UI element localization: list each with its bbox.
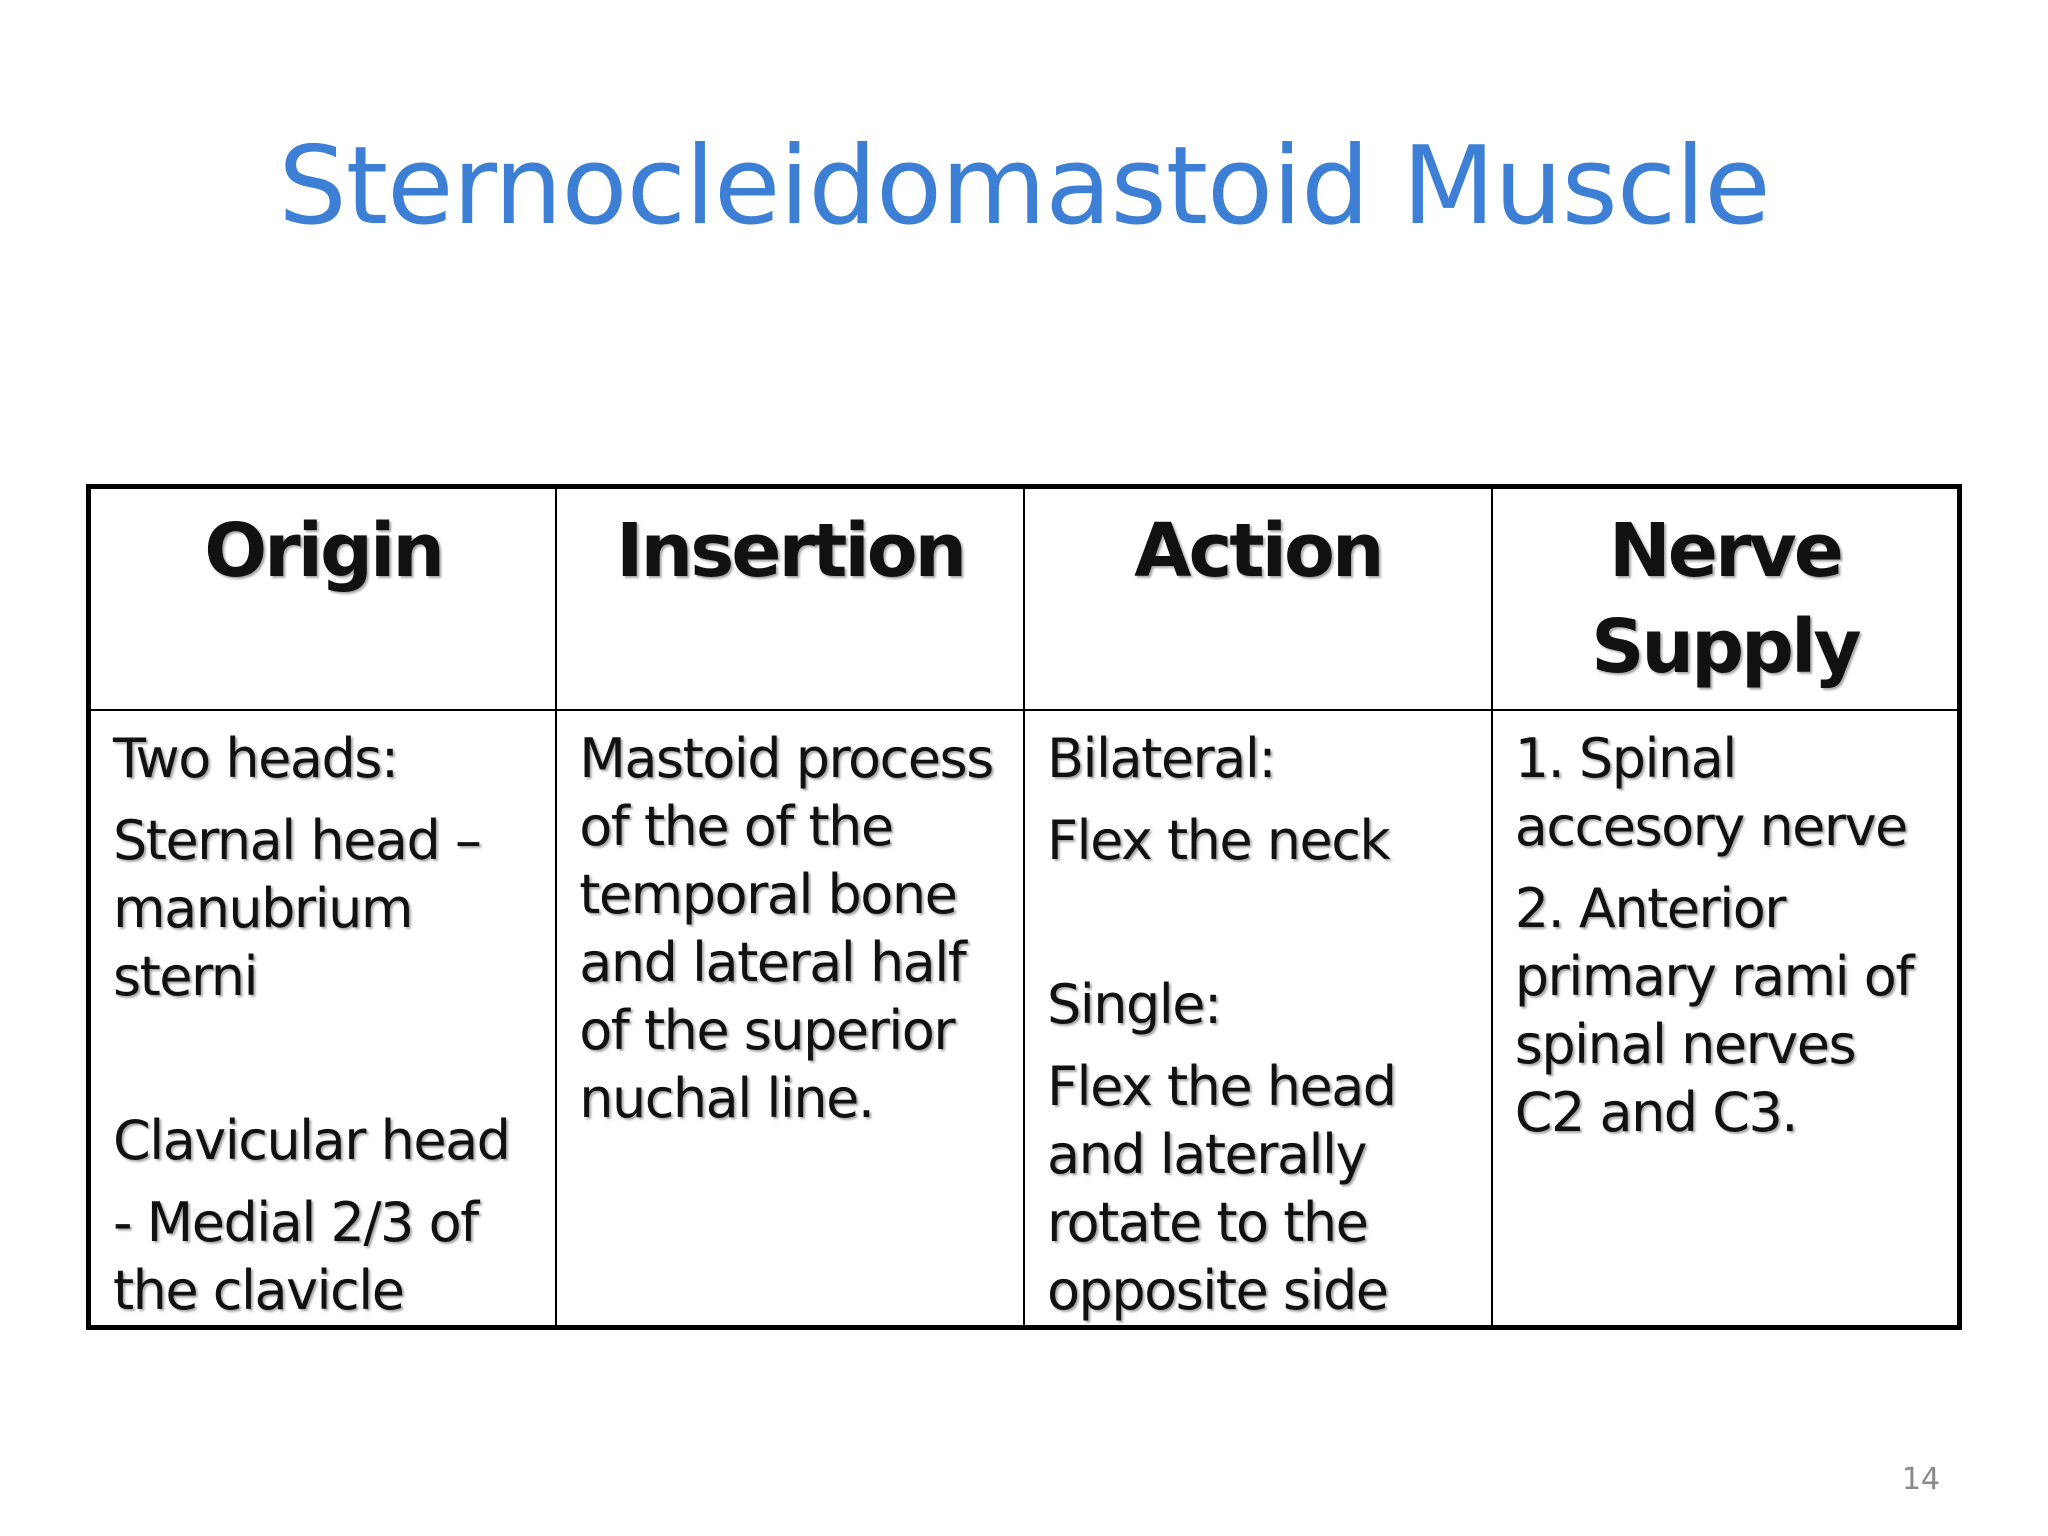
header-nerve-supply bbox=[1492, 487, 1960, 711]
origin-clavicular-head: Clavicular head bbox=[113, 1109, 510, 1172]
cell-nerve-supply bbox=[1492, 710, 1960, 1328]
table-header-row bbox=[89, 487, 1960, 711]
action-single-detail: Flex the head and laterally rotate to the opposite side bbox=[1047, 1055, 1396, 1322]
cell-origin bbox=[89, 710, 557, 1328]
action-bilateral: Bilateral: bbox=[1047, 727, 1276, 790]
header-insertion: Insertion bbox=[556, 487, 1024, 711]
action-bilateral-detail: Flex the neck bbox=[1047, 809, 1390, 872]
origin-heads: Two heads: bbox=[113, 727, 398, 790]
table-row bbox=[89, 710, 1960, 1328]
header-nerve-supply-label: Nerve Supply bbox=[1591, 508, 1859, 690]
slide-title: Sternocleidomastoid Muscle bbox=[278, 124, 1770, 249]
insertion-text: Mastoid process of the of the temporal bone and lateral half of the superior nuchal line. bbox=[579, 727, 993, 1130]
header-action: Action bbox=[1024, 487, 1492, 711]
header-origin: Origin bbox=[89, 487, 557, 711]
origin-clavicular-detail: - Medial 2/3 of the clavicle bbox=[113, 1191, 478, 1322]
page-number: 14 bbox=[1901, 1462, 1940, 1497]
cell-insertion bbox=[556, 710, 1024, 1328]
origin-sternal-head: Sternal head – manubrium sterni bbox=[113, 809, 481, 1008]
muscle-table bbox=[86, 484, 1962, 1330]
nerve-spinal-accessory: 1. Spinal accesory nerve bbox=[1514, 727, 1907, 858]
action-single: Single: bbox=[1047, 973, 1221, 1036]
nerve-anterior-rami: 2. Anterior primary rami of spinal nerves C2 and C3. bbox=[1514, 877, 1913, 1144]
cell-action bbox=[1024, 710, 1492, 1328]
